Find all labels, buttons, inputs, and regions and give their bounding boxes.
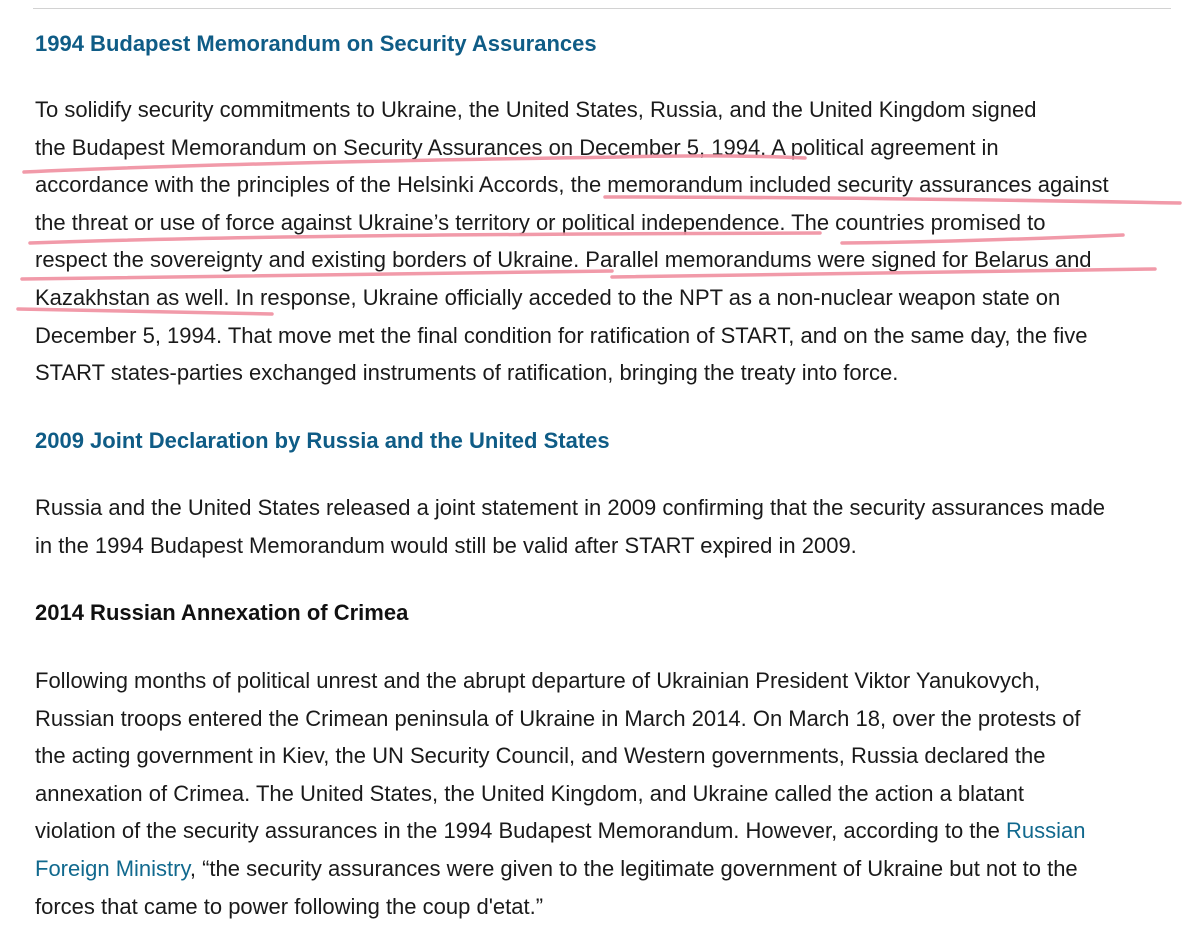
text-line: Kazakhstan as well. In response, Ukraine officially acceded to the NPT as a non-nuclear weapon state on — [35, 284, 1061, 310]
text-line: forces that came to power following the coup d'etat.” — [35, 893, 544, 919]
text-line: annexation of Crimea. The United States, the United Kingdom, and Ukraine called the action a blatant — [35, 780, 1024, 806]
text-segment: , “the security assurances were given to the legitimate government of Ukraine but not to the — [189, 855, 1078, 881]
paragraph-joint-declaration — [35, 489, 1105, 564]
top-divider — [33, 8, 1171, 9]
russian-foreign-ministry-link[interactable]: Russian — [1006, 818, 1086, 844]
text-line: respect the sovereignty and existing borders of Ukraine. Parallel memorandums were signed for Belarus and — [35, 247, 1092, 273]
text-segment: violation of the security assurances in the 1994 Budapest Memorandum. However, according to the — [35, 818, 1000, 844]
russian-foreign-ministry-link-continued[interactable]: Foreign Ministry — [35, 855, 190, 881]
text-line — [35, 812, 1085, 850]
text-line: To solidify security commitments to Ukraine, the United States, Russia, and the United Kingdom signed — [35, 97, 1037, 122]
text-line: accordance with the principles of the Helsinki Accords, the memorandum included security assurances against — [35, 172, 1109, 198]
text-line — [35, 850, 1085, 888]
paragraph-crimea-annexation — [35, 662, 1085, 925]
text-line: Russian troops entered the Crimean peninsula of Ukraine in March 2014. On March 18, over the protests of — [35, 705, 1081, 731]
text-line: Russia and the United States released a joint statement in 2009 confirming that the security assurances made — [35, 495, 1106, 520]
text-line: the threat or use of force against Ukraine’s territory or political independence. The countries promised to — [35, 209, 1046, 235]
text-line: the Budapest Memorandum on Security Assurances on December 5, 1994. A political agreement in — [35, 134, 999, 160]
section-heading-joint-declaration: 2009 Joint Declaration by Russia and the United States — [35, 428, 610, 453]
text-line: Following months of political unrest and the abrupt departure of Ukrainian President Viktor Yanukovych, — [35, 668, 1041, 693]
text-line: December 5, 1994. That move met the final condition for ratification of START, and on the same day, the five — [35, 322, 1088, 348]
paragraph-budapest-memorandum — [35, 91, 1109, 392]
text-line: START states-parties exchanged instruments of ratification, bringing the treaty into force. — [35, 360, 899, 386]
section-heading-crimea-annexation: 2014 Russian Annexation of Crimea — [35, 600, 409, 625]
text-line: the acting government in Kiev, the UN Security Council, and Western governments, Russia declared the — [35, 743, 1046, 769]
text-line: in the 1994 Budapest Memorandum would still be valid after START expired in 2009. — [35, 532, 857, 558]
section-heading-budapest-memorandum: 1994 Budapest Memorandum on Security Assurances — [35, 31, 597, 56]
